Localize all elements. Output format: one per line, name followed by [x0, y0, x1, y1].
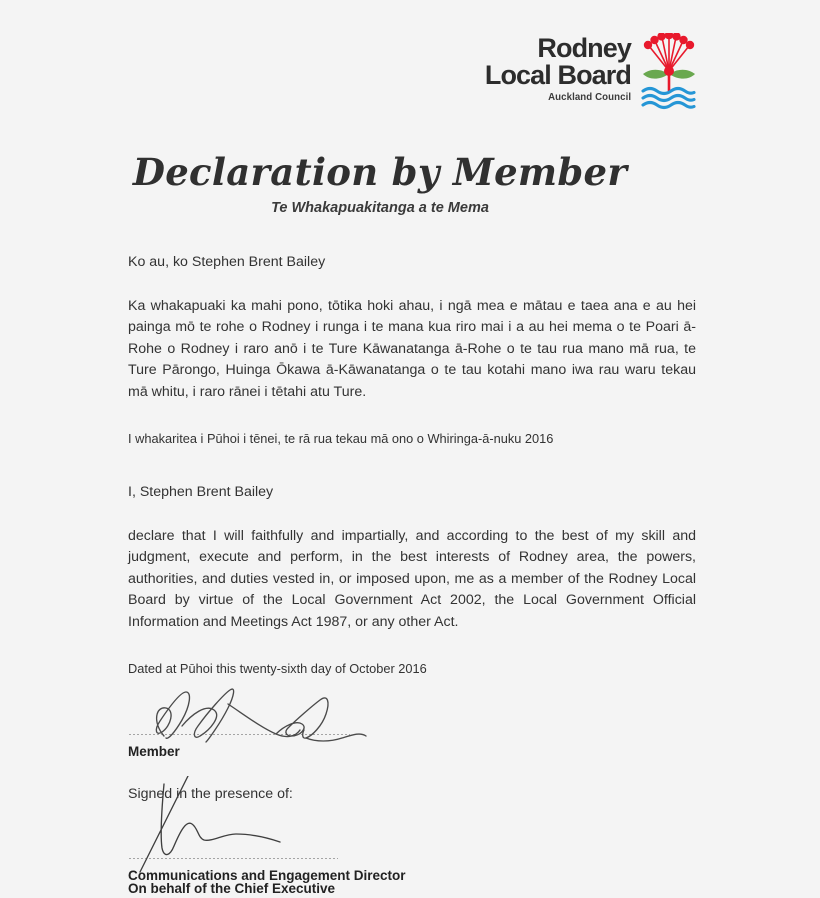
wordmark-subtitle: Auckland Council	[547, 90, 631, 103]
maori-salutation: Ko au, ko Stephen Brent Bailey	[128, 254, 326, 270]
witness-prompt: Signed in the presence of:	[128, 786, 293, 802]
english-dateline: Dated at Pūhoi this twenty-sixth day of October 2016	[128, 661, 427, 676]
document-body	[128, 252, 696, 896]
board-wordmark	[485, 33, 631, 102]
member-handwritten-signature	[150, 686, 380, 746]
witness-role-line-1: Communications and Engagement Director	[128, 867, 406, 883]
witness-signature-line	[128, 858, 338, 859]
english-salutation: I, Stephen Brent Bailey	[128, 484, 274, 500]
maori-dateline: I whakaritea i Pūhoi i tēnei, te rā rua tekau mā ono o Whiringa-ā-nuku 2016	[128, 431, 554, 446]
auckland-council-pohutukawa-logo	[640, 33, 698, 111]
letterhead	[485, 33, 698, 111]
witness-role-line-2: On behalf of the Chief Executive	[128, 880, 336, 896]
page-title: Declaration by Member	[132, 150, 628, 194]
maori-declaration: Ka whakapuaki ka mahi pono, tōtika hoki ahau, i ngā mea e mātau e taea ana e au hei painga mō te rohe o Rodney i runga i te mana kua riro mai i a au hei mema o te Poari ā-Rohe o Rodney i raro anō i te Ture Kāwanatanga ā-Rohe o te tau rua mano mā rua, te Ture Pārongo, Huinga Ōkawa ā-Kāwanatanga o te tau kotahi mano iwa rau waru tekau mā whitu, i raro rānei i tētahi atu Ture.	[128, 297, 696, 400]
wordmark-line-2: Local Board	[484, 60, 631, 91]
english-declaration: declare that I will faithfully and impartially, and according to the best of my skill and judgment, execute and perform, in the best interests of Rodney area, the powers, authorities, and duties vested in, or imposed upon, me as a member of the Rodney Local Board by virtue of the Local Government Act 2002, the Local Government Official Information and Meetings Act 1987, or any other Act.	[128, 527, 696, 630]
witness-signature-block	[128, 810, 468, 896]
member-signature-label: Member	[128, 744, 180, 759]
wordmark-line-1: Rodney	[537, 33, 631, 63]
page-subtitle: Te Whakapuakitanga a te Mema	[271, 200, 489, 216]
member-signature-block	[128, 686, 468, 758]
member-signature-line	[128, 734, 350, 735]
